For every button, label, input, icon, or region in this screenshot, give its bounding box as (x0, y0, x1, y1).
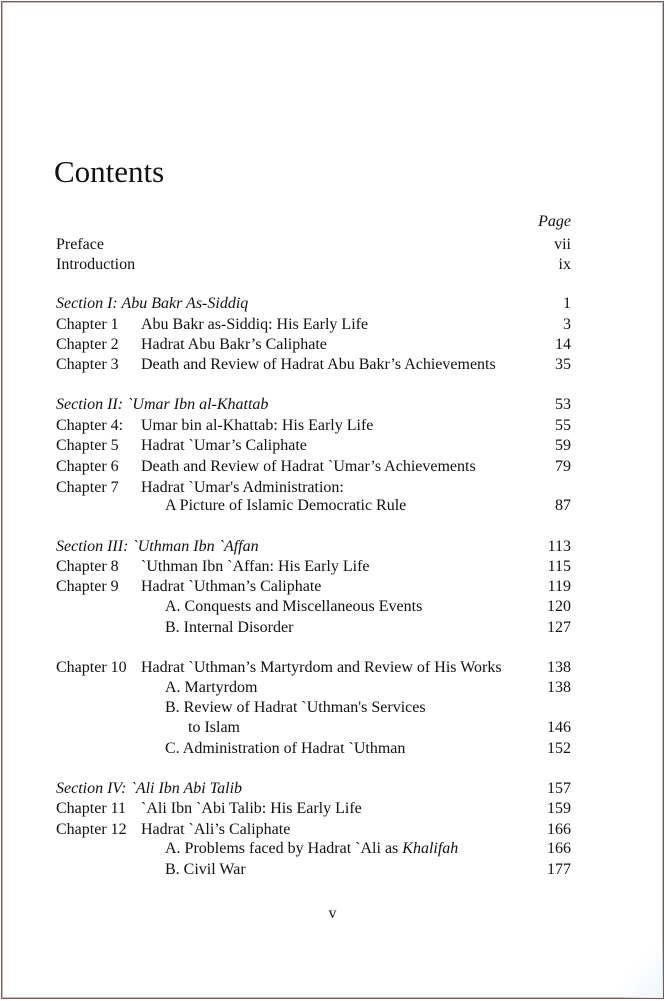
row-page: 157 (547, 780, 571, 797)
chapter-title: Hadrat `Umar's Administration: (141, 479, 344, 496)
chapter-title: Abu Bakr as-Siddiq: His Early Life (141, 316, 369, 333)
chapter-label: Chapter 4: (56, 417, 124, 434)
chapter-label: Chapter 12 (56, 821, 127, 838)
row-page: 119 (547, 578, 571, 595)
toc-row-chapter-9a (2, 597, 663, 617)
book-page (1, 1, 664, 999)
chapter-label: Chapter 7 (56, 479, 119, 496)
page-number: v (328, 905, 337, 922)
toc-row-preface (2, 235, 663, 255)
page-title: Contents (54, 154, 165, 189)
row-page: 113 (547, 538, 571, 555)
row-page: 55 (555, 417, 571, 434)
page-column-label: Page (538, 213, 571, 230)
row-label: Preface (56, 236, 104, 253)
row-page: 115 (547, 558, 571, 575)
chapter-title: Hadrat `Uthman’s Caliphate (141, 578, 322, 595)
chapter-subtitle: to Islam (188, 719, 240, 736)
chapter-title: `Uthman Ibn `Affan: His Early Life (141, 558, 370, 575)
row-page: 3 (563, 316, 571, 333)
table-of-contents (2, 2, 663, 998)
chapter-label: Chapter 10 (56, 659, 127, 676)
toc-row-chapter-6 (2, 457, 663, 477)
row-page: vii (554, 236, 571, 253)
chapter-label: Chapter 11 (56, 800, 127, 817)
chapter-title: Hadrat Abu Bakr’s Caliphate (141, 336, 327, 353)
row-page: 87 (555, 497, 571, 514)
row-page: 166 (547, 821, 571, 838)
chapter-subtitle: A. Martyrdom (165, 679, 258, 696)
chapter-label: Chapter 5 (56, 437, 119, 454)
section-label: Section IV: `Ali Ibn Abi Talib (56, 780, 243, 797)
chapter-label: Chapter 9 (56, 578, 119, 595)
row-page: 59 (555, 437, 571, 454)
toc-row-chapter-10b-cont (2, 718, 663, 738)
toc-row-section-2 (2, 395, 663, 415)
row-page: 120 (547, 598, 571, 615)
row-page: 127 (547, 619, 571, 636)
toc-row-introduction (2, 255, 663, 275)
page-column-header (2, 212, 663, 232)
toc-row-chapter-5 (2, 436, 663, 456)
chapter-title: Hadrat `Umar’s Caliphate (141, 437, 307, 454)
row-page: 152 (547, 740, 571, 757)
chapter-title: Hadrat `Uthman’s Martyrdom and Review of His Works (141, 659, 502, 676)
toc-row-chapter-10b (2, 698, 663, 718)
row-page: 1 (563, 295, 571, 312)
row-page: 159 (547, 800, 571, 817)
chapter-subtitle: B. Review of Hadrat `Uthman's Services (165, 699, 426, 716)
toc-row-chapter-7-cont (2, 496, 663, 516)
chapter-subtitle: C. Administration of Hadrat `Uthman (165, 740, 406, 757)
section-label: Section II: `Umar Ibn al-Khattab (56, 396, 269, 413)
row-page: 146 (547, 719, 571, 736)
toc-row-chapter-10c (2, 739, 663, 759)
chapter-label: Chapter 1 (56, 316, 119, 333)
chapter-label: Chapter 2 (56, 336, 119, 353)
toc-row-chapter-2 (2, 335, 663, 355)
chapter-label: Chapter 3 (56, 356, 119, 373)
chapter-subtitle: A. Conquests and Miscellaneous Events (165, 598, 423, 615)
chapter-label: Chapter 6 (56, 458, 119, 475)
chapter-subtitle: B. Internal Disorder (165, 619, 294, 636)
section-label: Section I: Abu Bakr As-Siddiq (56, 295, 249, 312)
chapter-title: Death and Review of Hadrat Abu Bakr’s Achievements (141, 356, 496, 373)
toc-row-chapter-3 (2, 355, 663, 375)
row-page: 53 (555, 396, 571, 413)
toc-row-chapter-12a (2, 839, 663, 859)
toc-row-chapter-9b (2, 618, 663, 638)
row-page: 166 (547, 840, 571, 857)
row-page: 138 (547, 679, 571, 696)
toc-row-chapter-12 (2, 820, 663, 840)
toc-row-chapter-8 (2, 557, 663, 577)
chapter-subtitle: A. Problems faced by Hadrat `Ali as Khalifah (165, 840, 459, 857)
chapter-title: Death and Review of Hadrat `Umar’s Achievements (141, 458, 476, 475)
row-page: 14 (555, 336, 571, 353)
chapter-subtitle: A Picture of Islamic Democratic Rule (165, 497, 407, 514)
row-page: ix (558, 256, 571, 273)
toc-row-section-4 (2, 779, 663, 799)
toc-row-section-3 (2, 537, 663, 557)
toc-row-chapter-4 (2, 416, 663, 436)
chapter-subtitle: B. Civil War (165, 861, 246, 878)
toc-row-chapter-12b (2, 860, 663, 880)
toc-row-chapter-10 (2, 658, 663, 678)
toc-row-chapter-9 (2, 577, 663, 597)
chapter-label: Chapter 8 (56, 558, 119, 575)
chapter-title: Umar bin al-Khattab: His Early Life (141, 417, 374, 434)
row-page: 35 (555, 356, 571, 373)
row-page: 138 (547, 659, 571, 676)
toc-row-chapter-1 (2, 315, 663, 335)
row-page: 79 (555, 458, 571, 475)
toc-row-chapter-10a (2, 678, 663, 698)
row-label: Introduction (56, 256, 136, 273)
section-label: Section III: `Uthman Ibn `Affan (56, 538, 259, 555)
row-page: 177 (547, 861, 571, 878)
chapter-title: Hadrat `Ali’s Caliphate (141, 821, 291, 838)
page-corner-shade (623, 938, 663, 998)
chapter-title: `Ali Ibn `Abi Talib: His Early Life (141, 800, 362, 817)
toc-row-chapter-11 (2, 799, 663, 819)
toc-row-chapter-7 (2, 478, 663, 498)
toc-row-section-1 (2, 294, 663, 314)
